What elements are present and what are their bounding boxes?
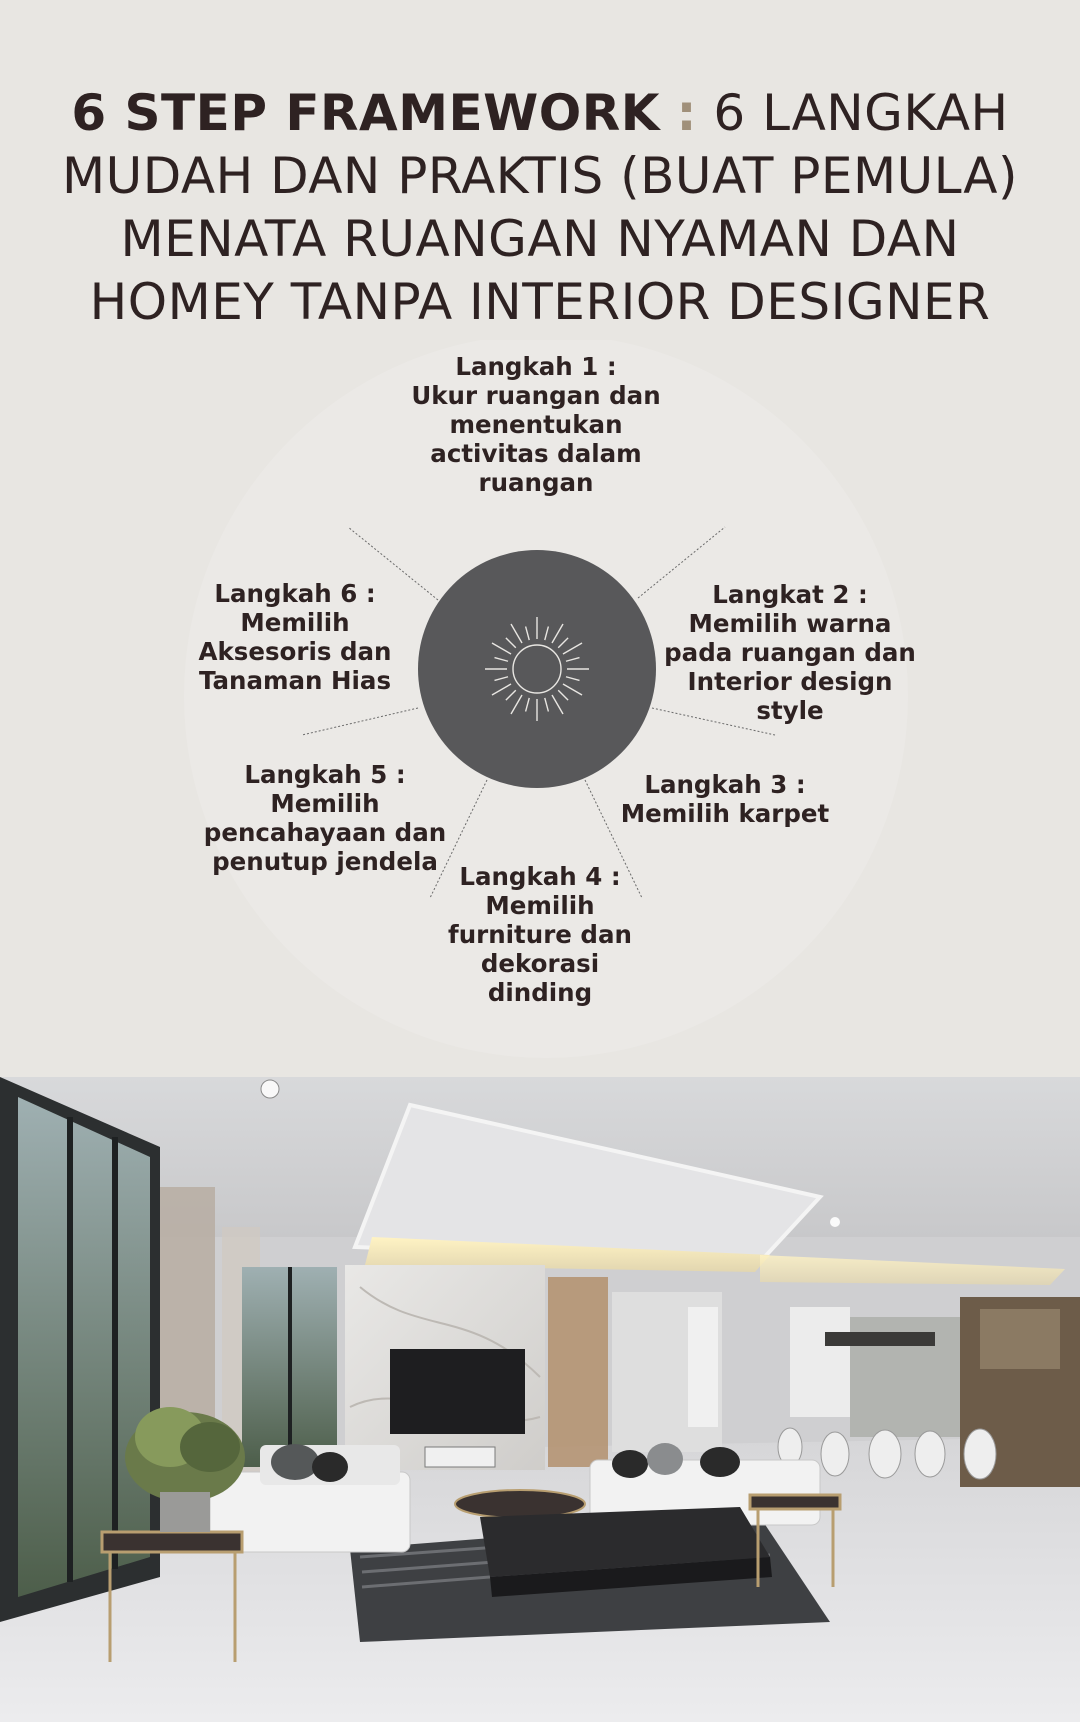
framework-diagram bbox=[0, 340, 1080, 1060]
hub-circle bbox=[418, 550, 656, 788]
step-6-line: Aksesoris dan bbox=[198, 637, 392, 666]
title-line-1 bbox=[0, 82, 1080, 145]
step-3-heading: Langkah 3 : bbox=[644, 770, 806, 799]
step-1-line: menentukan bbox=[449, 410, 623, 439]
step-5-line: pencahayaan dan bbox=[203, 818, 447, 847]
step-4-line: dekorasi bbox=[480, 949, 600, 978]
step-1-heading: Langkah 1 : bbox=[455, 352, 617, 381]
step-4 bbox=[420, 862, 660, 1007]
step-2-line: Memilih warna bbox=[688, 609, 892, 638]
step-4-line: Memilih bbox=[485, 891, 595, 920]
step-5 bbox=[190, 760, 460, 876]
step-2-line: Interior design bbox=[687, 667, 893, 696]
step-6-line: Tanaman Hias bbox=[198, 666, 392, 695]
step-3-line: Memilih karpet bbox=[620, 799, 830, 828]
title-line-4: HOMEY TANPA INTERIOR DESIGNER bbox=[89, 273, 991, 331]
step-4-line: dinding bbox=[487, 978, 593, 1007]
step-2-heading: Langkat 2 : bbox=[712, 580, 868, 609]
step-5-line: penutup jendela bbox=[212, 847, 438, 876]
living-room-illustration bbox=[0, 1077, 1080, 1722]
step-2 bbox=[640, 580, 940, 725]
step-4-heading: Langkah 4 : bbox=[459, 862, 621, 891]
step-2-line: pada ruangan dan bbox=[664, 638, 916, 667]
title-bold: 6 STEP FRAMEWORK bbox=[71, 84, 661, 142]
title-colon: : bbox=[676, 84, 697, 142]
step-6-line: Memilih bbox=[240, 608, 350, 637]
step-3 bbox=[600, 770, 850, 828]
title-line-2: MUDAH DAN PRAKTIS (BUAT PEMULA) bbox=[62, 147, 1018, 205]
step-5-heading: Langkah 5 : bbox=[244, 760, 406, 789]
step-4-line: furniture dan bbox=[448, 920, 632, 949]
step-1-line: Ukur ruangan dan bbox=[411, 381, 661, 410]
step-6-heading: Langkah 6 : bbox=[214, 579, 376, 608]
step-2-line: style bbox=[756, 696, 824, 725]
step-5-line: Memilih bbox=[270, 789, 380, 818]
step-1 bbox=[380, 352, 692, 497]
title-line-1-rest: 6 LANGKAH bbox=[713, 84, 1009, 142]
living-room-interior-photo bbox=[0, 1077, 1080, 1722]
step-1-line: activitas dalam bbox=[430, 439, 642, 468]
title-line-3: MENATA RUANGAN NYAMAN DAN bbox=[120, 210, 960, 268]
page-title bbox=[0, 82, 1080, 334]
step-6 bbox=[180, 579, 410, 695]
step-1-line: ruangan bbox=[478, 468, 594, 497]
